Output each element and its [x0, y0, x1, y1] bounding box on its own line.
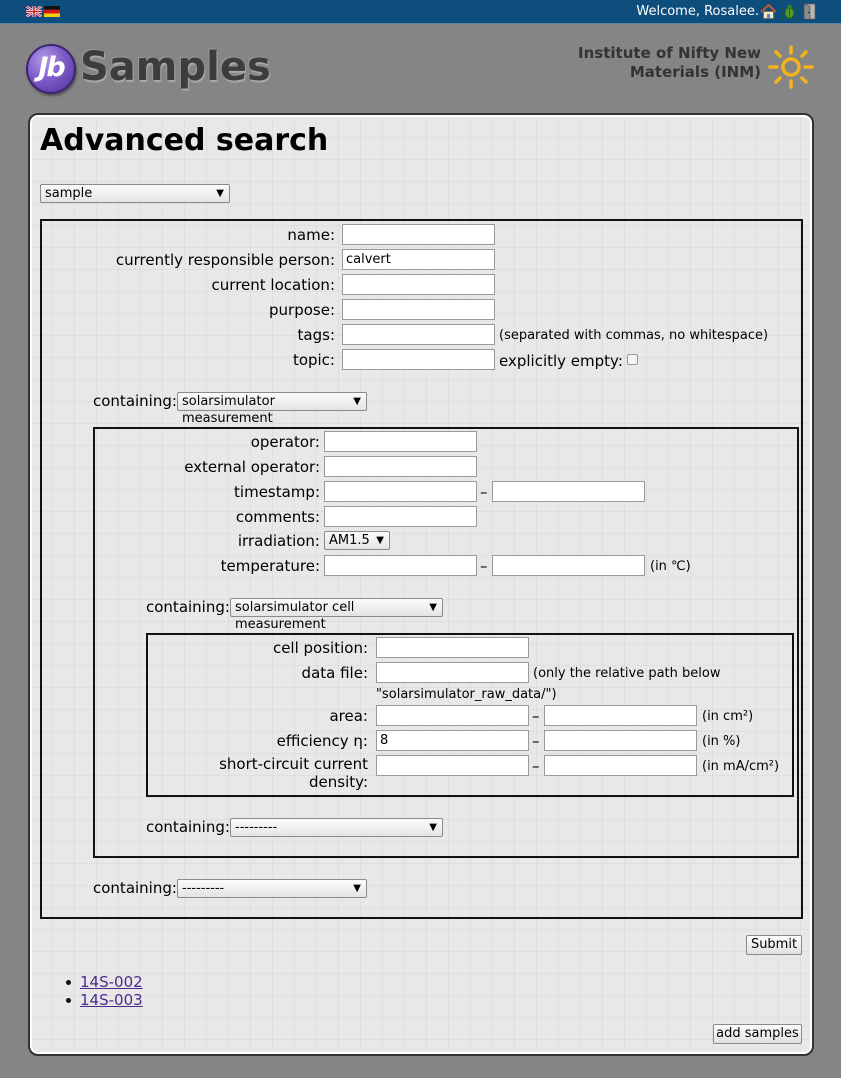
- range-dash: –: [480, 557, 488, 575]
- area-unit: (in cm²): [702, 709, 754, 724]
- containing-label: containing:: [146, 598, 230, 616]
- outer-containing-value: ---------: [182, 881, 225, 896]
- institute-line-1: Institute of Nifty New: [578, 44, 761, 62]
- efficiency-min-input[interactable]: 8: [376, 730, 529, 751]
- chevron-down-icon: ▼: [353, 883, 361, 894]
- containing-label: containing:: [93, 879, 177, 897]
- uk-flag-icon[interactable]: [26, 6, 42, 17]
- home-icon[interactable]: [760, 3, 777, 20]
- external-operator-label: external operator:: [184, 458, 320, 476]
- cell-position-input[interactable]: [376, 637, 529, 658]
- institute-name: [578, 44, 761, 82]
- efficiency-unit: (in %): [702, 734, 741, 749]
- logo-icon[interactable]: Jb: [26, 44, 76, 94]
- welcome-text: Welcome, Rosalee.: [636, 4, 759, 19]
- operator-label: operator:: [250, 433, 320, 451]
- operator-input[interactable]: [324, 431, 477, 452]
- chevron-down-icon: ▼: [429, 602, 437, 613]
- sample-containing-value: solarsimulator measurement: [182, 394, 275, 426]
- purpose-label: purpose:: [269, 301, 335, 319]
- outer-containing-select[interactable]: [177, 879, 367, 898]
- bug-icon[interactable]: [781, 3, 798, 20]
- temperature-max-input[interactable]: [492, 555, 645, 576]
- range-dash: –: [480, 483, 488, 501]
- model-select[interactable]: [40, 184, 230, 203]
- containing-label: containing:: [146, 818, 230, 836]
- irradiation-label: irradiation:: [237, 532, 320, 550]
- range-dash: –: [532, 757, 540, 775]
- current-density-label: [219, 755, 368, 791]
- area-label: area:: [329, 707, 368, 725]
- data-file-hint-path: "solarsimulator_raw_data/"): [376, 687, 557, 702]
- efficiency-label: efficiency η:: [276, 732, 368, 750]
- comments-input[interactable]: [324, 506, 477, 527]
- logo-text[interactable]: Samples: [80, 44, 271, 90]
- explicitly-empty-label: explicitly empty:: [499, 352, 623, 370]
- logout-icon[interactable]: [801, 3, 818, 20]
- page-title: Advanced search: [40, 123, 329, 158]
- sun-logo-icon: [766, 44, 816, 90]
- timestamp-max-input[interactable]: [492, 481, 645, 502]
- chevron-down-icon: ▼: [429, 822, 437, 833]
- add-samples-button[interactable]: add samples: [713, 1024, 802, 1044]
- chevron-down-icon: ▼: [353, 396, 361, 407]
- purpose-input[interactable]: [342, 299, 495, 320]
- area-max-input[interactable]: [544, 705, 697, 726]
- cell-containing-select[interactable]: [230, 818, 443, 837]
- submit-button[interactable]: Submit: [746, 935, 802, 955]
- timestamp-label: timestamp:: [234, 483, 320, 501]
- timestamp-min-input[interactable]: [324, 481, 477, 502]
- measurement-containing-value: solarsimulator cell measurement: [235, 600, 355, 632]
- measurement-containing-select[interactable]: [230, 598, 443, 632]
- german-flag-icon[interactable]: [44, 6, 60, 17]
- data-file-input[interactable]: [376, 662, 529, 683]
- result-link[interactable]: 14S-002: [80, 973, 143, 991]
- main-panel: [28, 113, 814, 1056]
- topic-label: topic:: [292, 351, 335, 369]
- chevron-down-icon: ▼: [376, 535, 384, 546]
- current-location-label: current location:: [211, 276, 335, 294]
- model-select-value: sample: [45, 186, 93, 201]
- temperature-min-input[interactable]: [324, 555, 477, 576]
- range-dash: –: [532, 732, 540, 750]
- institute-line-2: Materials (INM): [629, 63, 761, 81]
- list-item: [80, 991, 143, 1009]
- cell-containing-value: ---------: [235, 820, 278, 835]
- current-density-min-input[interactable]: [376, 755, 529, 776]
- data-file-hint: (only the relative path below: [533, 666, 721, 681]
- explicitly-empty-checkbox[interactable]: [627, 354, 638, 365]
- tags-input[interactable]: [342, 324, 495, 345]
- result-link[interactable]: 14S-003: [80, 991, 143, 1009]
- irradiation-select[interactable]: [324, 531, 390, 550]
- containing-label: containing:: [93, 392, 177, 410]
- current-density-unit: (in mA/cm²): [702, 759, 780, 774]
- comments-label: comments:: [235, 508, 320, 526]
- current-density-max-input[interactable]: [544, 755, 697, 776]
- current-density-label-line-2: density:: [309, 773, 368, 791]
- sample-criteria-box: [40, 219, 803, 919]
- external-operator-input[interactable]: [324, 456, 477, 477]
- topic-input[interactable]: [342, 349, 495, 370]
- current-density-label-line-1: short-circuit current: [219, 755, 368, 773]
- chevron-down-icon: ▼: [216, 188, 224, 199]
- measurement-criteria-box: [93, 427, 799, 858]
- cell-position-label: cell position:: [272, 639, 368, 657]
- efficiency-max-input[interactable]: [544, 730, 697, 751]
- responsible-person-label: currently responsible person:: [115, 251, 335, 269]
- sample-containing-select[interactable]: [177, 392, 367, 426]
- data-file-label: data file:: [301, 664, 368, 682]
- top-bar: [0, 0, 841, 24]
- range-dash: –: [532, 707, 540, 725]
- irradiation-value: AM1.5: [329, 533, 370, 548]
- name-input[interactable]: [342, 224, 495, 245]
- tags-label: tags:: [297, 326, 335, 344]
- current-location-input[interactable]: [342, 274, 495, 295]
- name-label: name:: [287, 226, 335, 244]
- tags-hint: (separated with commas, no whitespace): [499, 328, 769, 343]
- result-list: [80, 973, 143, 1009]
- list-item: [80, 973, 143, 991]
- responsible-person-input[interactable]: calvert: [342, 249, 495, 270]
- area-min-input[interactable]: [376, 705, 529, 726]
- temperature-label: temperature:: [220, 557, 320, 575]
- cell-criteria-box: [146, 633, 794, 797]
- temperature-unit: (in ℃): [650, 559, 691, 574]
